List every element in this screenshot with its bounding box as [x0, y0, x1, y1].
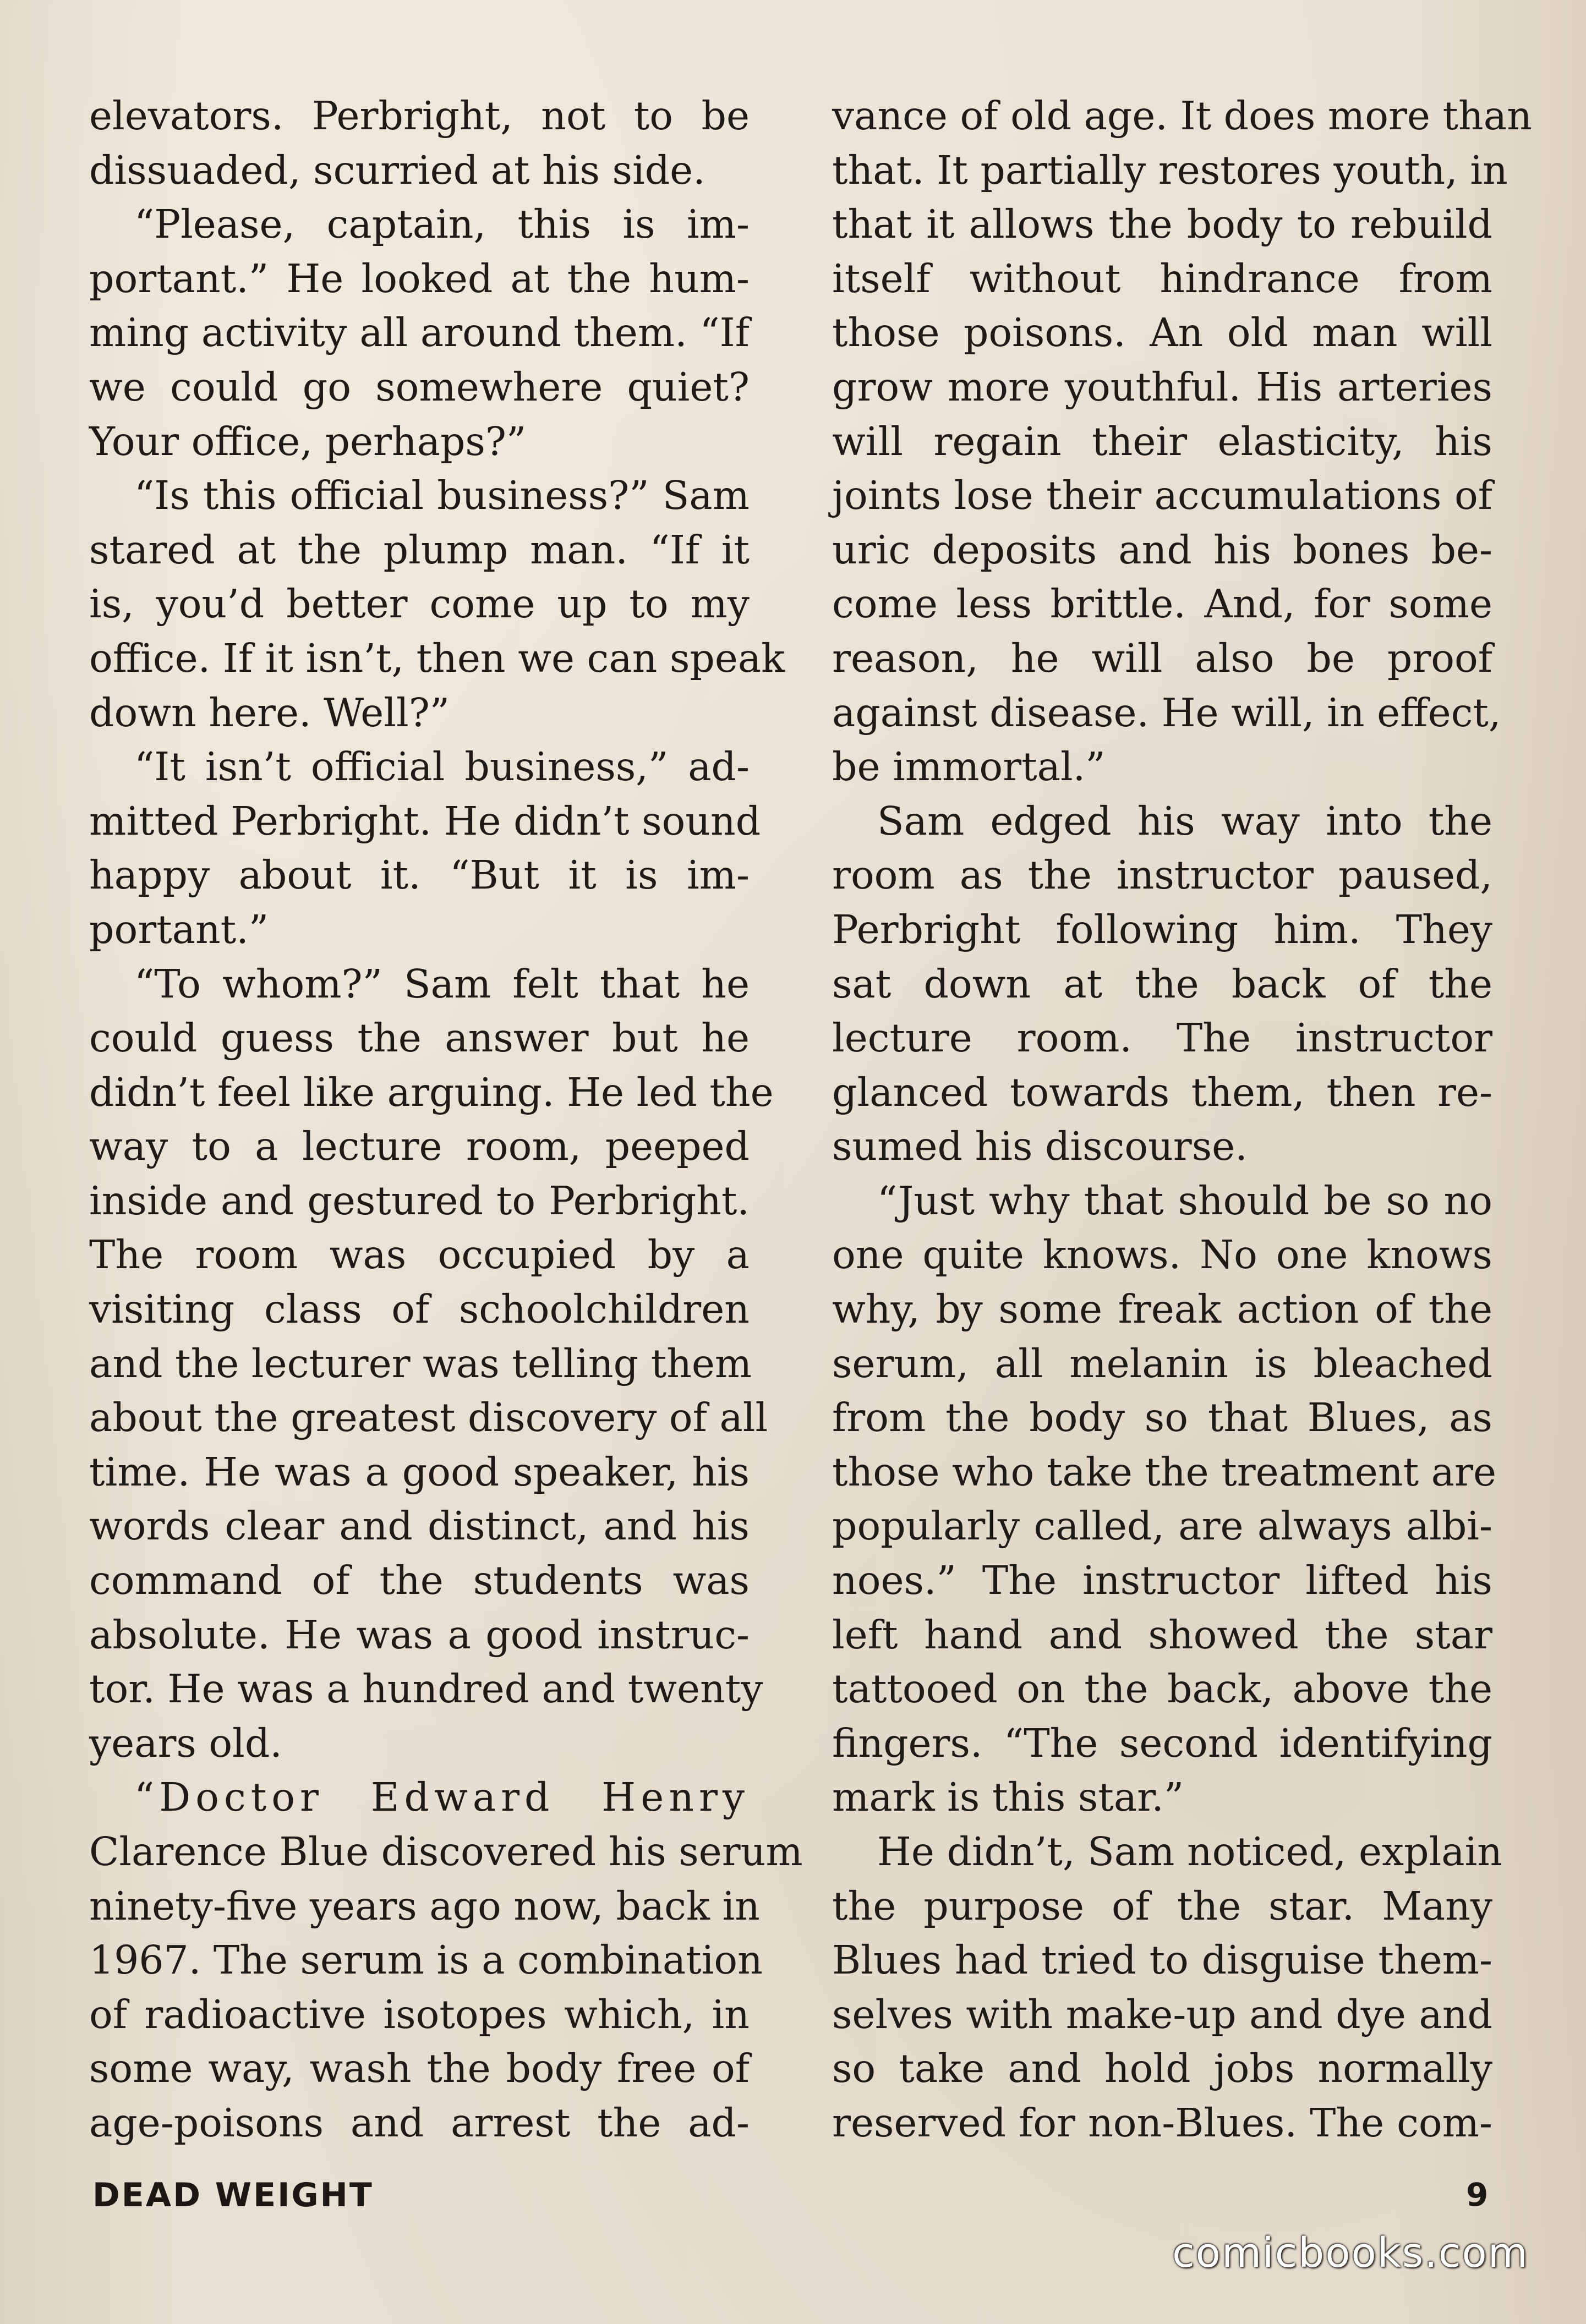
right-column: [832, 89, 1532, 2151]
text-line: serum, all melanin is bleached: [832, 1340, 1492, 1386]
text-line: grow more youthful. His arteries: [832, 364, 1492, 410]
text-line: vance of old age. It does more than: [832, 93, 1532, 139]
text-line: some way, wash the body free of: [89, 2046, 750, 2092]
text-line: so take and hold jobs normally: [832, 2046, 1492, 2092]
text-line: “Just why that should be so no: [877, 1177, 1492, 1224]
text-line: sumed his discourse.: [832, 1123, 1248, 1170]
text-line: and the lecturer was telling them: [89, 1340, 752, 1386]
text-line: be immortal.”: [832, 744, 1106, 790]
text-line: those who take the treatment are: [832, 1449, 1496, 1495]
text-line: could guess the answer but he: [89, 1015, 750, 1061]
page-number: 9: [1466, 2176, 1489, 2213]
text-line: Sam edged his way into the: [877, 798, 1492, 844]
text-line: we could go somewhere quiet?: [89, 364, 750, 410]
text-line: inside and gestured to Perbright.: [89, 1177, 750, 1224]
page-footer: [0, 2176, 1586, 2226]
text-line: The room was occupied by a: [89, 1232, 750, 1278]
text-line: of radioactive isotopes which, in: [89, 1991, 750, 2037]
text-line: age-poisons and arrest the ad-: [89, 2100, 750, 2146]
text-line: way to a lecture room, peeped: [89, 1123, 750, 1170]
text-line: ming activity all around them. “If: [89, 310, 750, 356]
running-title: DEAD WEIGHT: [92, 2176, 374, 2215]
text-line: down here. Well?”: [89, 689, 450, 736]
text-line: will regain their elasticity, his: [832, 418, 1492, 464]
left-column: [89, 89, 803, 2151]
text-line: tor. He was a hundred and twenty: [89, 1666, 763, 1712]
text-line: He didn’t, Sam noticed, explain: [877, 1829, 1502, 1874]
text-line: 1967. The serum is a combination: [89, 1937, 763, 1983]
text-line: mitted Perbright. He didn’t sound: [89, 798, 761, 844]
watermark: comicbooks.com: [1172, 2229, 1529, 2277]
text-line: room as the instructor paused,: [832, 852, 1492, 898]
text-line: tattooed on the back, above the: [832, 1666, 1492, 1712]
text-line: command of the students was: [89, 1558, 750, 1604]
text-line: those poisons. An old man will: [832, 310, 1492, 356]
text-line: reserved for non-Blues. The com-: [832, 2100, 1492, 2146]
text-line: ninety-five years ago now, back in: [89, 1883, 760, 1929]
text-line: “Doctor Edward Henry: [134, 1774, 750, 1821]
text-line: the purpose of the star. Many: [832, 1883, 1492, 1929]
text-line: come less brittle. And, for some: [832, 581, 1492, 627]
text-line: that. It partially restores youth, in: [832, 147, 1508, 193]
text-line: elevators. Perbright, not to be: [89, 93, 750, 139]
text-line: about the greatest discovery of all: [89, 1395, 768, 1441]
text-line: why, by some freak action of the: [832, 1286, 1492, 1333]
text-line: left hand and showed the star: [832, 1612, 1492, 1658]
text-line: portant.”: [89, 906, 269, 952]
text-line: “It isn’t official business,” ad-: [134, 744, 750, 790]
text-line: stared at the plump man. “If it: [89, 527, 750, 573]
text-line: office. If it isn’t, then we can speak: [89, 635, 785, 681]
text-line: visiting class of schoolchildren: [89, 1286, 750, 1333]
text-line: is, you’d better come up to my: [89, 581, 750, 627]
text-line: “To whom?” Sam felt that he: [134, 961, 750, 1007]
text-line: sat down at the back of the: [832, 961, 1492, 1007]
text-line: one quite knows. No one knows: [832, 1232, 1492, 1278]
text-line: Blues had tried to disguise them-: [832, 1937, 1492, 1983]
text-line: Clarence Blue discovered his serum: [89, 1829, 803, 1874]
text-line: didn’t feel like arguing. He led the: [89, 1069, 774, 1115]
text-line: popularly called, are always albi-: [832, 1503, 1492, 1549]
text-line: “Please, captain, this is im-: [134, 201, 750, 248]
text-line: lecture room. The instructor: [832, 1015, 1492, 1061]
text-line: happy about it. “But it is im-: [89, 852, 750, 898]
text-line: fingers. “The second identifying: [832, 1720, 1492, 1766]
text-line: itself without hindrance from: [832, 255, 1492, 302]
text-line: Perbright following him. They: [832, 906, 1492, 952]
text-line: dissuaded, scurried at his side.: [89, 147, 706, 193]
text-line: that it allows the body to rebuild: [832, 201, 1492, 248]
text-line: glanced towards them, then re-: [832, 1069, 1492, 1115]
text-line: reason, he will also be proof: [832, 635, 1492, 681]
text-line: time. He was a good speaker, his: [89, 1449, 750, 1495]
text-line: against disease. He will, in effect,: [832, 689, 1501, 736]
text-line: joints lose their accumulations of: [832, 473, 1492, 519]
text-line: uric deposits and his bones be-: [832, 527, 1492, 573]
text-line: from the body so that Blues, as: [832, 1395, 1492, 1441]
text-line: selves with make-up and dye and: [832, 1991, 1492, 2037]
text-line: absolute. He was a good instruc-: [89, 1612, 750, 1658]
text-line: years old.: [89, 1720, 282, 1766]
text-line: noes.” The instructor lifted his: [832, 1558, 1492, 1604]
text-line: words clear and distinct, and his: [89, 1503, 750, 1549]
text-line: mark is this star.”: [832, 1774, 1184, 1821]
text-line: portant.” He looked at the hum-: [89, 255, 750, 302]
text-line: “Is this official business?” Sam: [134, 473, 750, 519]
text-line: Your office, perhaps?”: [89, 418, 527, 464]
